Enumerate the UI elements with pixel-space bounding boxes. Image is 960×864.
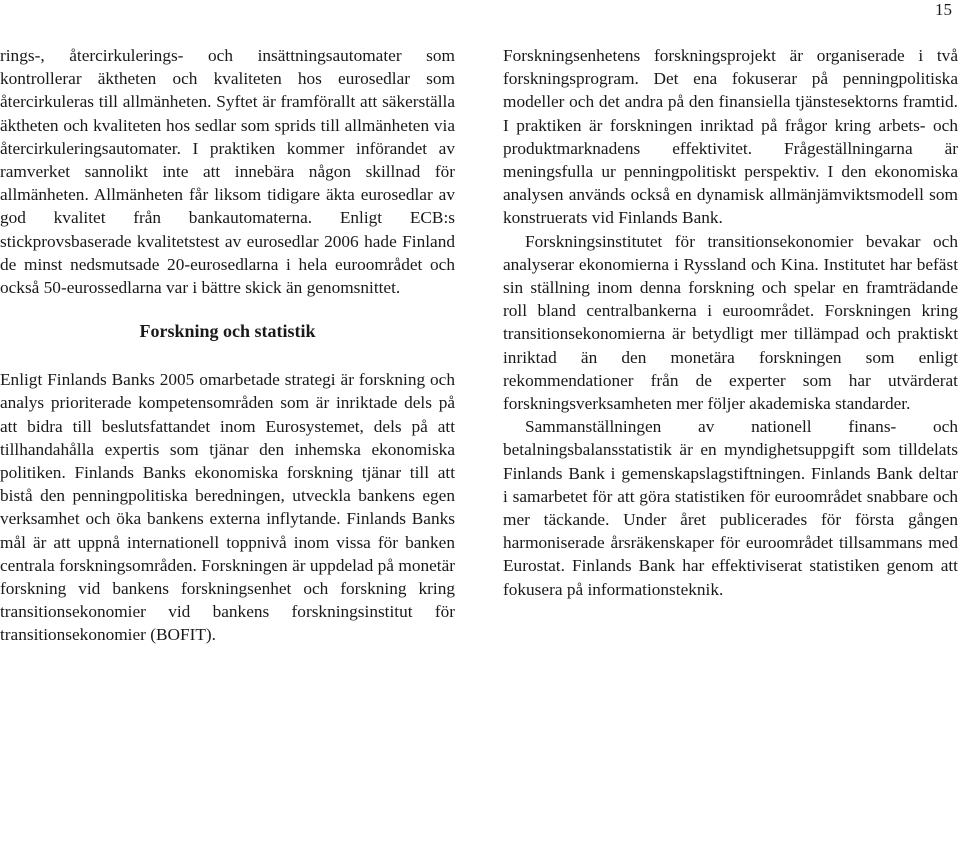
- body-paragraph: Forskningsinstitutet för transitionsekonomier bevakar och analyserar ekonomierna i Ryssland och Kina. Institutet har befäst sin ställning inom denna forskning och spelar en framträdande roll bland centralbankerna i euroområdet. Forskningen kring transitionsekonomierna är betydligt mer tillämpad och praktiskt inriktad än den monetära forskningen som enligt rekommendationer från de experter som har utvärderat forskningsverksamheten mer följer akademiska standarder.: [503, 231, 958, 414]
- right-column: [503, 44, 958, 601]
- body-paragraph: Forskningsenhetens forskningsprojekt är organiserade i två forskningsprogram. Det ena fokuserar på penningpolitiska modeller och det andra på den finansiella tjänstesektorns framtid. I praktiken är forskningen inriktad på frågor kring arbets- och produktmarknadens effektivitet. Frågeställningarna är meningsfulla ur penningpolitiskt perspektiv. I den ekonomiska analysen används också en dynamisk allmänjämviktsmodell som konstruerats vid Finlands Bank.: [503, 46, 958, 228]
- left-column: [0, 44, 455, 647]
- page-number: 15: [935, 0, 952, 19]
- body-paragraph: rings-, återcirkulerings- och insättningsautomater som kontrollerar äktheten och kvaliteten hos eurosedlar som återcirkuleras till allmänheten. Syftet är framförallt att säkerställa äktheten och kvaliteten hos sedlar som sprids till allmänheten via återcirkuleringsautomater. I praktiken kommer införandet av ramverket sannolikt inte att innebära någon skillnad för allmänheten. Allmänheten får liksom tidigare äkta eurosedlar av god kvalitet från bankautomaterna. Enligt ECB:s stickprovsbaserade kvalitetstest av eurosedlar 2006 hade Finland de minst nedsmutsade 20-eurosedlarna i hela euroområdet och också 50-eurossedlarna var i bättre skick än genomsnittet.: [0, 46, 455, 298]
- section-heading: Forskning och statistik: [139, 321, 316, 342]
- body-paragraph: Enligt Finlands Banks 2005 omarbetade strategi är forskning och analys prioriterade kompetensområden som är inriktade dels på att bidra till beslutsfattandet inom Eurosystemet, dels på att tillhandahålla expertis som tjänar den inhemska ekonomiska politiken. Finlands Banks ekonomiska forskning tjänar till att bistå den penningpolitiska beredningen, utveckla bankens egen verksamhet och öka bankens externa inflytande. Finlands Banks mål är att uppnå internationell toppnivå inom vissa för banken centrala forskningsområden. Forskningen är uppdelad på monetär forskning vid bankens forskningsenhet och forskning kring transitionsekonomier vid bankens forskningsinstitut för transitionsekonomier (BOFIT).: [0, 370, 455, 645]
- body-paragraph: Sammanställningen av nationell finans- och betalningsbalansstatistik är en myndighetsuppgift som tilldelats Finlands Bank i gemenskapslagstiftningen. Finlands Bank deltar i samarbetet för att göra statistiken för euroområdet snabbare och mer täckande. Under året publicerades för första gången harmoniserade årsräkenskaper för euroområdet tillsammans med Eurostat. Finlands Bank har effektiviserat statistiken genom att fokusera på informationsteknik.: [503, 417, 958, 599]
